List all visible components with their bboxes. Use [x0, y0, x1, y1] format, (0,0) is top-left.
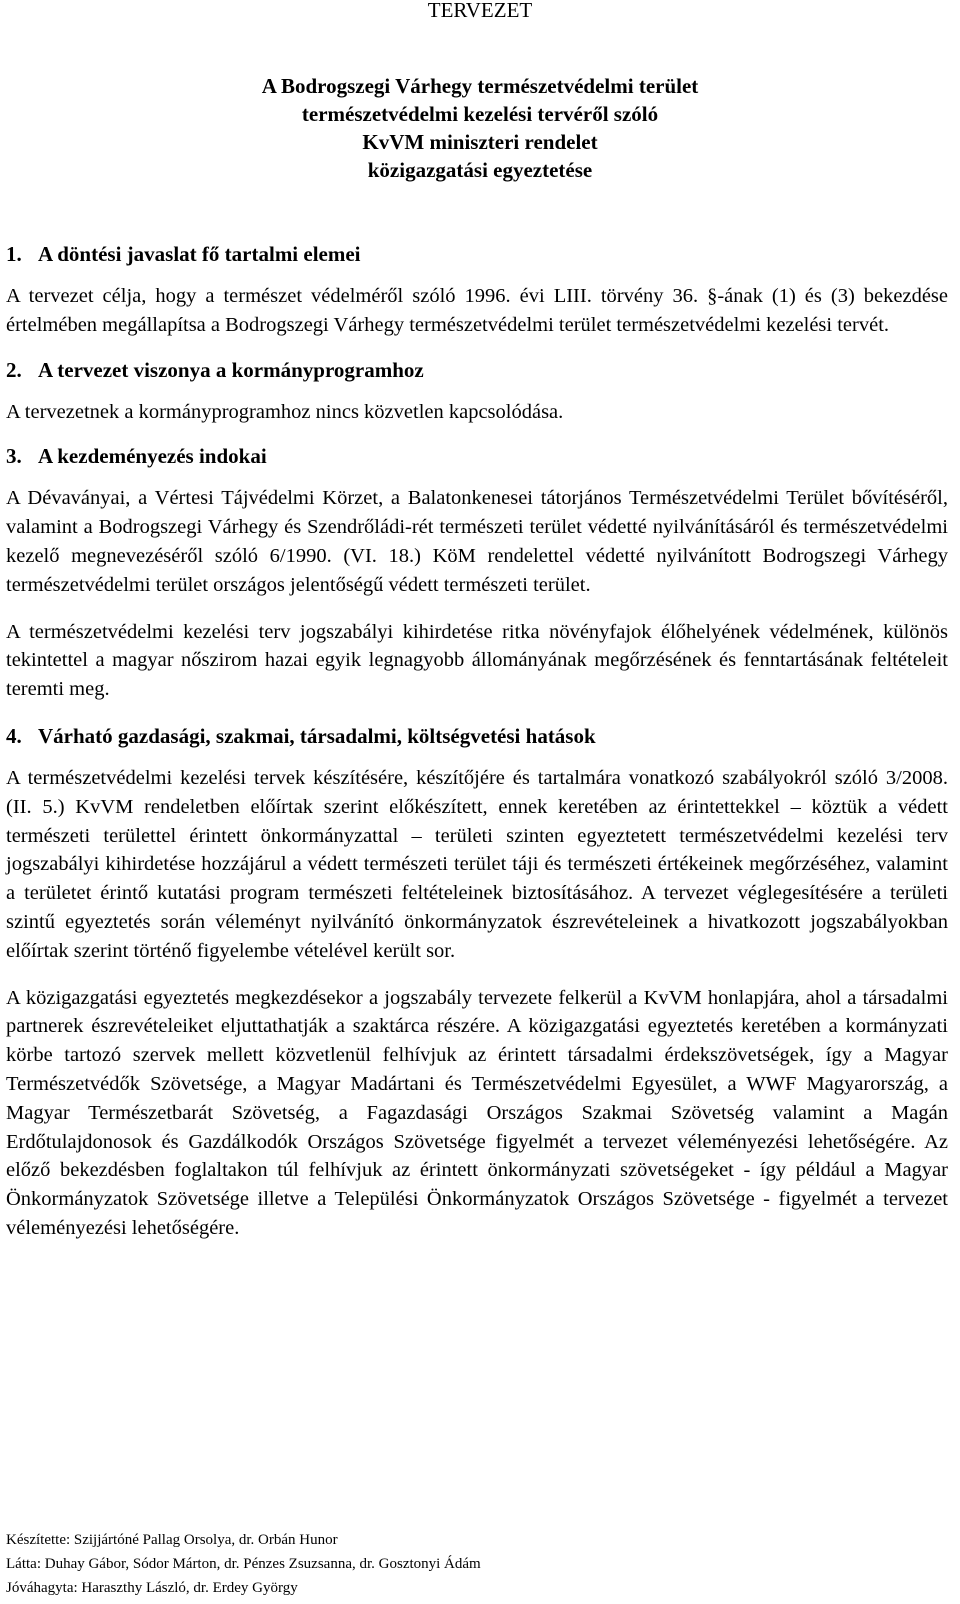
paragraph: A természetvédelmi kezelési tervek készítésére, készítőjére és tartalmára vonatkozó szabályokról szóló 3/2008. (II. 5.) KvVM rendeletben előírtak szerint előkészített, ennek keretében az érintettekkel – köztük a védett természeti területtel érintett önkormányzattal – területi szinten egyeztetett természetvédelmi kezelési terv jogszabályi kihirdetése hozzájárul a védett természeti terület táji és természeti értékeinek megőrzéséhez, valamint a területet érintő kutatási program természeti feltételeinek biztosításához. A tervezet véglegesítésére a területi szintű egyeztetés során véleményt nyilvánító önkormányzatok észrevételeinek a hivatkozott jogszabályokban előírtak szerint történő figyelembe vételével került sor. [6, 766, 948, 962]
title-line: A Bodrogszegi Várhegy természetvédelmi terület [261, 74, 699, 98]
title-line: közigazgatási egyeztetése [367, 158, 593, 182]
draft-label: TERVEZET [427, 0, 533, 22]
section-number: 2. [6, 357, 22, 382]
section-number: 3. [6, 444, 22, 469]
footer-reviewed-by: Látta: Duhay Gábor, Sódor Márton, dr. Pénzes Zsuzsanna, dr. Gosztonyi Ádám [6, 1556, 481, 1572]
section-number: 4. [6, 723, 22, 748]
section-title: A kezdeményezés indokai [38, 444, 267, 469]
section-number: 1. [6, 242, 22, 266]
section-heading-3 [0, 442, 948, 470]
paragraph: A tervezetnek a kormányprogramhoz nincs közvetlen kapcsolódása. [6, 400, 564, 423]
document-body [0, 240, 948, 1243]
title-line: KvVM miniszteri rendelet [362, 130, 598, 154]
paragraph: A Dévaványai, a Vértesi Tájvédelmi Körzet, a Balatonkenesei tátorjános Természetvédelmi Terület bővítéséről, valamint a Bodrogszegi Várhegy és Szendrőládi-rét természeti terület védetté nyilvánításáról és természetvédelmi kezelő megnevezéséről szóló 6/1990. (VI. 18.) KöM rendelettel védetté nyilvánított Bodrogszegi Várhegy természetvédelmi terület országos jelentőségű védett természeti terület. [6, 487, 948, 596]
paragraph: A közigazgatási egyeztetés megkezdésekor a jogszabály tervezete felkerül a KvVM honlapjára, ahol a társadalmi partnerek észrevételeiket eljuttathatják a szaktárca részére. A közigazgatási egyeztetés keretében a kormányzati körbe tartozó szervek mellett közvetlenül felhívjuk az érintett társadalmi érdekszövetségek, így a Magyar Természetvédők Szövetsége, a Magyar Madártani és Természetvédelmi Egyesület, a WWF Magyarország, a Magyar Természetbarát Szövetség, a Fagazdasági Országos Szakmai Szövetség valamint a Magán Erdőtulajdonosok és Gazdálkodók Országos Szövetsége figyelmét a tervezet véleményezési lehetőségére. Az előző bekezdésben foglaltakon túl felhívjuk az érintett önkormányzati szövetségeket - így például a Magyar Önkormányzatok Szövetsége illetve a Települési Önkormányzatok Országos Szövetsége - figyelmét a tervezet véleményezési lehetőségére. [6, 986, 948, 1239]
paragraph: A természetvédelmi kezelési terv jogszabályi kihirdetése ritka növényfajok élőhelyének védelmének, különös tekintettel a magyar nőszirom hazai egyik legnagyobb állományának megőrzésének és fenntartásának feltételeit teremti meg. [6, 620, 948, 701]
section-heading-1 [0, 240, 948, 268]
section-title: A tervezet viszonya a kormányprogramhoz [38, 357, 424, 382]
document-footer [6, 1528, 481, 1600]
title-line: természetvédelmi kezelési tervéről szóló [301, 102, 659, 126]
paragraph: A tervezet célja, hogy a természet védelméről szóló 1996. évi LIII. törvény 36. §-ának (1) és (3) bekezdése értelmében megállapítsa a Bodrogszegi Várhegy természetvédelmi terület természetvédelmi kezelési tervét. [6, 285, 948, 336]
footer-prepared-by: Készítette: Szijjártóné Pallag Orsolya, dr. Orbán Hunor [6, 1532, 338, 1548]
section-heading-2 [0, 356, 948, 384]
section-title: A döntési javaslat fő tartalmi elemei [38, 242, 361, 266]
document-title [0, 72, 960, 184]
section-heading-4 [0, 722, 948, 750]
footer-approved-by: Jóváhagyta: Haraszthy László, dr. Erdey György [6, 1580, 298, 1596]
section-title: Várható gazdasági, szakmai, társadalmi, költségvetési hatások [38, 723, 596, 748]
